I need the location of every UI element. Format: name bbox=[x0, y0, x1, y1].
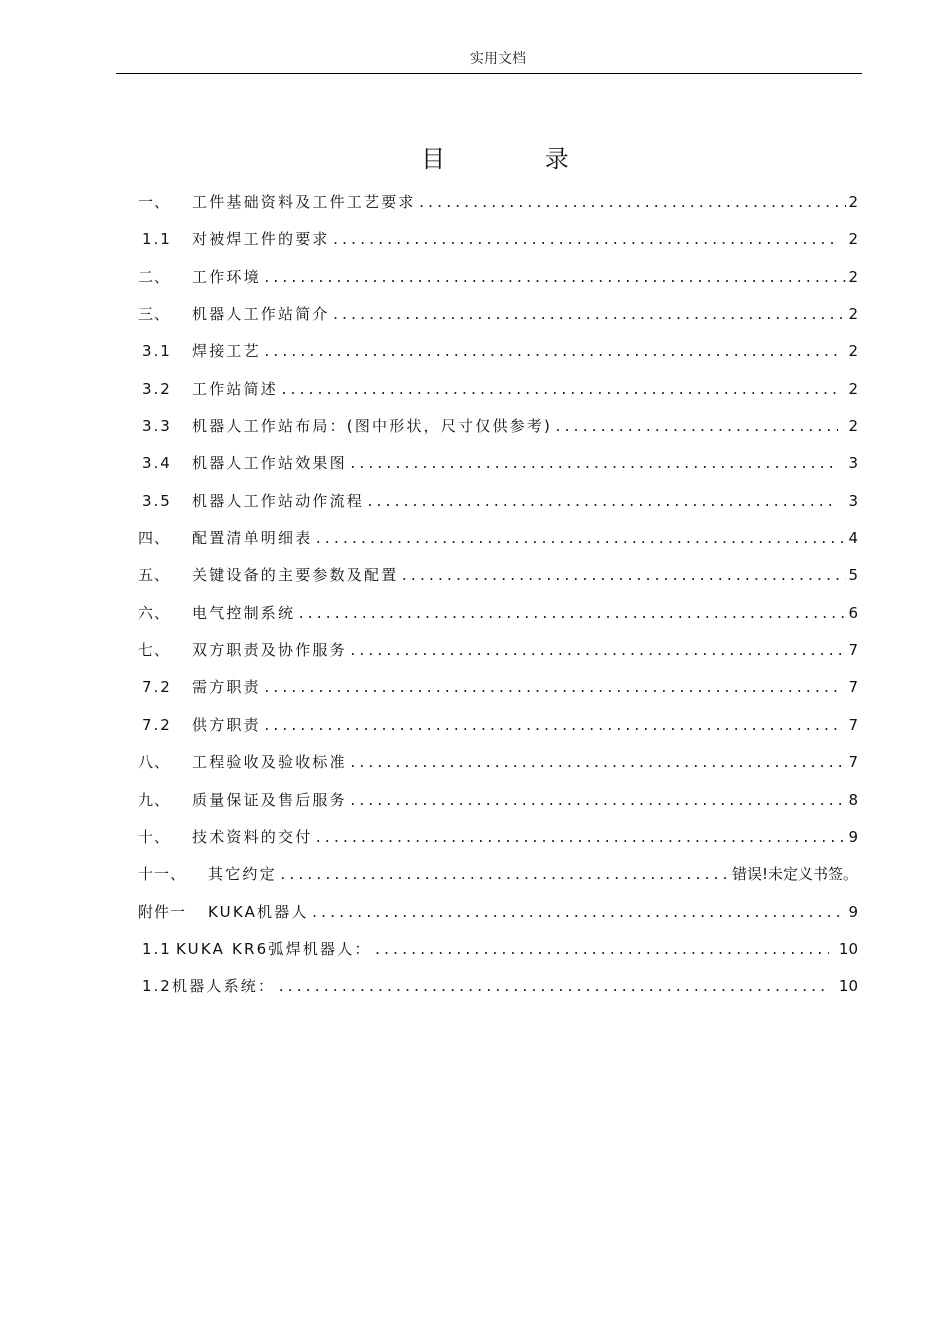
toc-entry[interactable] bbox=[138, 938, 858, 975]
toc-entry-number: 二、 bbox=[138, 267, 171, 286]
toc-dot-leader bbox=[374, 943, 829, 958]
toc-entry-label: 电气控制系统 bbox=[192, 603, 296, 622]
toc-entry[interactable] bbox=[138, 266, 858, 303]
toc-entry-label: 工作环境 bbox=[192, 267, 261, 286]
toc-entry-number: 十、 bbox=[138, 827, 171, 846]
toc-entry[interactable] bbox=[138, 452, 858, 489]
toc-dot-leader bbox=[418, 196, 847, 211]
toc-entry-number: 一、 bbox=[138, 193, 171, 211]
toc-entry-label: 焊接工艺 bbox=[192, 342, 261, 361]
toc-entry[interactable] bbox=[138, 490, 858, 527]
toc-entry-page: 10 bbox=[838, 977, 858, 996]
toc-entry-page: 8 bbox=[848, 790, 858, 809]
toc-entry-number: 1.1 bbox=[142, 230, 172, 249]
toc-entry[interactable] bbox=[138, 789, 858, 826]
toc-dot-leader bbox=[311, 906, 847, 921]
toc-entry[interactable] bbox=[138, 676, 858, 713]
toc-entry-number: 十一、 bbox=[138, 865, 187, 884]
toc-entry-page: 7 bbox=[848, 641, 858, 660]
toc-entry-page: 7 bbox=[848, 753, 858, 772]
toc-entry-label: KUKA KR6弧焊机器人： bbox=[176, 939, 372, 958]
toc-entry-label: 技术资料的交付 bbox=[192, 827, 313, 846]
toc-entry[interactable] bbox=[138, 191, 858, 228]
toc-dot-leader bbox=[263, 681, 839, 696]
toc-dot-leader bbox=[297, 607, 846, 622]
toc-entry-page: 7 bbox=[848, 715, 858, 734]
toc-entry-label: 质量保证及售后服务 bbox=[192, 790, 347, 809]
toc-entry-number: 3.2 bbox=[142, 379, 172, 398]
toc-dot-leader bbox=[277, 980, 829, 995]
toc-entry-number: 五、 bbox=[138, 566, 171, 585]
toc-entry-page: 5 bbox=[848, 566, 858, 585]
toc-entry[interactable] bbox=[138, 527, 858, 564]
toc-entry-label: 关键设备的主要参数及配置 bbox=[192, 566, 399, 585]
toc-entry-page: 错误!未定义书签。 bbox=[731, 865, 858, 884]
toc-entry-number: 附件一 bbox=[138, 902, 187, 921]
toc-entry-number: 7.2 bbox=[142, 678, 172, 697]
toc-entry-label: 双方职责及协作服务 bbox=[192, 641, 347, 660]
toc-dot-leader bbox=[279, 868, 730, 883]
toc-dot-leader bbox=[332, 233, 839, 248]
toc-entry-page: 9 bbox=[848, 827, 858, 846]
toc-entry-number: 7.2 bbox=[142, 715, 172, 734]
toc-entry-page: 3 bbox=[848, 454, 858, 473]
toc-entry[interactable] bbox=[138, 415, 858, 452]
toc-entry[interactable] bbox=[138, 975, 858, 1012]
toc-dot-leader bbox=[263, 271, 847, 286]
toc-entry-page: 2 bbox=[848, 305, 858, 324]
toc-entry-label: 配置清单明细表 bbox=[192, 529, 313, 548]
toc-entry-label: 机器人工作站布局：(图中形状，尺寸仅供参考) bbox=[192, 417, 553, 436]
toc-entry-label: 机器人系统： bbox=[172, 977, 276, 996]
toc-entry-page: 9 bbox=[848, 902, 858, 921]
toc-entry[interactable] bbox=[138, 378, 858, 415]
toc-entry-label: 工件基础资料及工件工艺要求 bbox=[192, 193, 416, 211]
toc-dot-leader bbox=[263, 719, 839, 734]
toc-entry-label: 工程验收及验收标准 bbox=[192, 753, 347, 772]
toc-entry-page: 4 bbox=[848, 529, 858, 548]
toc-entry[interactable] bbox=[138, 564, 858, 601]
toc-entry-label: 其它约定 bbox=[208, 865, 277, 884]
toc-entry-page: 3 bbox=[848, 491, 858, 510]
toc-entry-number: 九、 bbox=[138, 790, 171, 809]
toc-dot-leader bbox=[314, 831, 846, 846]
toc-entry[interactable] bbox=[138, 228, 858, 265]
toc-entry-label: 供方职责 bbox=[192, 715, 261, 734]
toc-dot-leader bbox=[349, 756, 847, 771]
toc-entry-number: 六、 bbox=[138, 603, 171, 622]
toc-entry[interactable] bbox=[138, 901, 858, 938]
toc-dot-leader bbox=[314, 532, 846, 547]
toc-entry[interactable] bbox=[138, 340, 858, 377]
toc-entry-number: 三、 bbox=[138, 305, 171, 324]
toc-entry[interactable] bbox=[138, 751, 858, 788]
toc-entry-number: 1.1 bbox=[142, 939, 172, 958]
toc-entry-number: 3.1 bbox=[142, 342, 172, 361]
page-header-title: 实用文档 bbox=[470, 51, 526, 67]
toc-entry-page: 7 bbox=[848, 678, 858, 697]
toc-entry-number: 3.4 bbox=[142, 454, 172, 473]
toc-dot-leader bbox=[349, 457, 839, 472]
toc-entry-number: 3.5 bbox=[142, 491, 172, 510]
table-of-contents bbox=[138, 191, 858, 1013]
toc-entry-label: KUKA机器人 bbox=[208, 902, 309, 921]
toc-title: 目 录 bbox=[421, 145, 615, 173]
toc-entry-label: 机器人工作站简介 bbox=[192, 305, 330, 324]
toc-entry-page: 2 bbox=[848, 379, 858, 398]
toc-entry-number: 3.3 bbox=[142, 417, 172, 436]
toc-entry-label: 工作站简述 bbox=[192, 379, 279, 398]
toc-entry-page: 2 bbox=[848, 230, 858, 249]
toc-dot-leader bbox=[400, 569, 846, 584]
toc-dot-leader bbox=[349, 794, 847, 809]
header-divider bbox=[116, 73, 862, 74]
toc-entry-page: 10 bbox=[838, 939, 858, 958]
toc-entry-label: 对被焊工件的要求 bbox=[192, 230, 330, 249]
toc-entry[interactable] bbox=[138, 863, 858, 900]
toc-entry[interactable] bbox=[138, 602, 858, 639]
toc-entry[interactable] bbox=[138, 714, 858, 751]
toc-entry-page: 2 bbox=[848, 417, 858, 436]
toc-entry-page: 2 bbox=[848, 193, 858, 211]
toc-entry-number: 1.2 bbox=[142, 977, 172, 996]
toc-dot-leader bbox=[280, 383, 838, 398]
toc-entry-label: 需方职责 bbox=[192, 678, 261, 697]
toc-dot-leader bbox=[332, 308, 847, 323]
toc-dot-leader bbox=[554, 420, 838, 435]
toc-entry-number: 四、 bbox=[138, 529, 171, 548]
toc-entry-label: 机器人工作站动作流程 bbox=[192, 491, 365, 510]
toc-dot-leader bbox=[366, 495, 838, 510]
toc-entry-page: 2 bbox=[848, 267, 858, 286]
toc-entry[interactable] bbox=[138, 639, 858, 676]
toc-entry[interactable] bbox=[138, 826, 858, 863]
toc-entry-page: 2 bbox=[848, 342, 858, 361]
toc-entry-label: 机器人工作站效果图 bbox=[192, 454, 347, 473]
toc-entry[interactable] bbox=[138, 303, 858, 340]
toc-entry-number: 八、 bbox=[138, 753, 171, 772]
toc-dot-leader bbox=[263, 345, 839, 360]
toc-entry-number: 七、 bbox=[138, 641, 171, 660]
toc-entry-page: 6 bbox=[848, 603, 858, 622]
toc-dot-leader bbox=[349, 644, 847, 659]
